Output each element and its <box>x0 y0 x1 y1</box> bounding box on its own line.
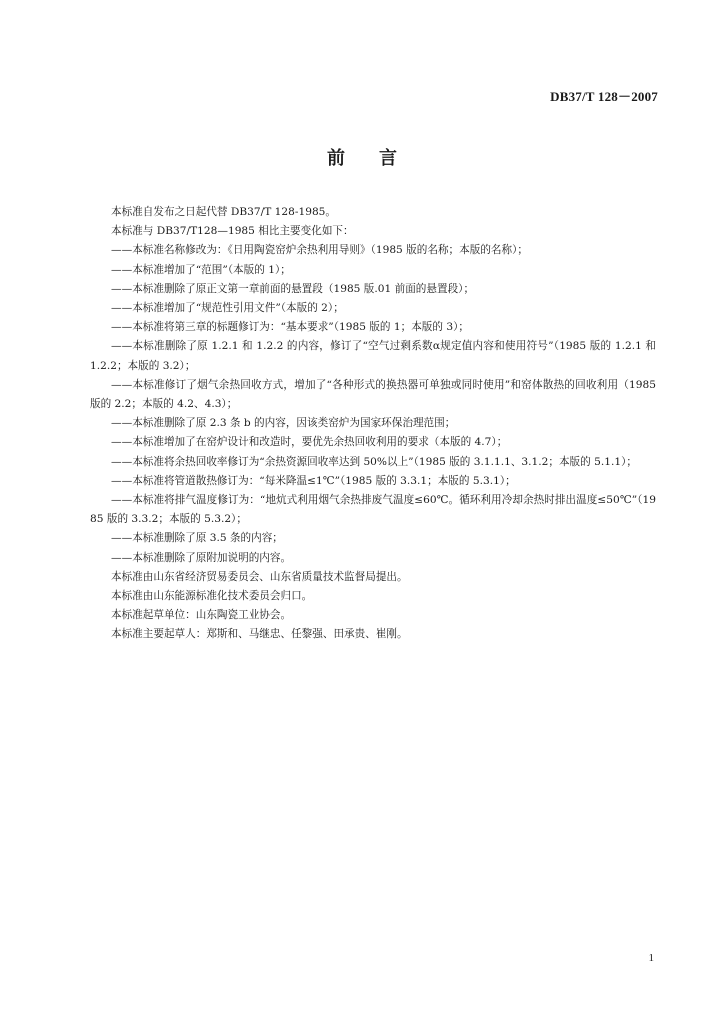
paragraph: ——本标准增加了“规范性引用文件”（本版的 2）； <box>111 302 344 315</box>
document-code: DB37/T 128－2007 <box>550 89 658 104</box>
page-number: 1 <box>648 952 654 964</box>
paragraph: ——本标准删除了原 1.2.1 和 1.2.2 的内容，修订了“空气过剩系数α规定值内容和使用符号”（1985 版的 1.2.1 和 1.2.2；本版的 3.2）； <box>90 340 656 372</box>
page-title: 前言 <box>327 148 431 169</box>
paragraph: 本标准由山东省经济贸易委员会、山东省质量技术监督局提出。 <box>111 570 408 583</box>
paragraph: ——本标准删除了原 2.3 条 b 的内容，因该类窑炉为国家环保治理范围； <box>111 417 456 430</box>
paragraph: 本标准由山东能源标准化技术委员会归口。 <box>111 590 313 603</box>
paragraph: ——本标准删除了原正文第一章前面的悬置段（1985 版.01 前面的悬置段）； <box>111 282 475 295</box>
paragraph: ——本标准名称修改为：《日用陶瓷窑炉余热利用导则》（1985 版的名称；本版的名称）； <box>111 244 528 257</box>
paragraph: 本标准自发布之日起代替 DB37/T 128-1985。 <box>111 206 337 218</box>
paragraph: ——本标准将排气温度修订为：“地炕式利用烟气余热排废气温度≤60℃。循环利用冷却余热时排出温度≤50℃”（1985 版的 3.3.2；本版的 5.3.2）； <box>90 494 656 526</box>
paragraph: ——本标准将第三章的标题修订为：“基本要求”（1985 版的 1；本版的 3）； <box>111 321 469 334</box>
paragraph: ——本标准增加了“范围”（本版的 1）； <box>111 263 291 276</box>
body-text <box>90 203 656 645</box>
paragraph: ——本标准删除了原附加说明的内容。 <box>111 551 292 564</box>
paragraph: ——本标准增加了在窑炉设计和改造时，要优先余热回收利用的要求（本版的 4.7）； <box>111 436 508 449</box>
paragraph: 本标准起草单位：山东陶瓷工业协会。 <box>111 609 292 622</box>
paragraph: ——本标准修订了烟气余热回收方式，增加了“各种形式的换热器可单独或同时使用”和窑体散热的回收利用（1985 版的 2.2；本版的 4.2、4.3）； <box>90 378 656 411</box>
paragraph: ——本标准将管道散热修订为：“每米降温≤1℃”（1985 版的 3.3.1；本版的 5.3.1）； <box>111 474 516 487</box>
paragraph: 本标准与 DB37/T128—1985 相比主要变化如下： <box>111 225 354 238</box>
paragraph: ——本标准删除了原 3.5 条的内容； <box>111 532 283 545</box>
paragraph: 本标准主要起草人：郑斯和、马继忠、任黎强、田承贵、崔刚。 <box>111 628 408 641</box>
paragraph: ——本标准将余热回收率修订为“余热资源回收率达到 50%以上”（1985 版的 3.1.1.1、3.1.2；本版的 5.1.1）； <box>111 455 637 468</box>
